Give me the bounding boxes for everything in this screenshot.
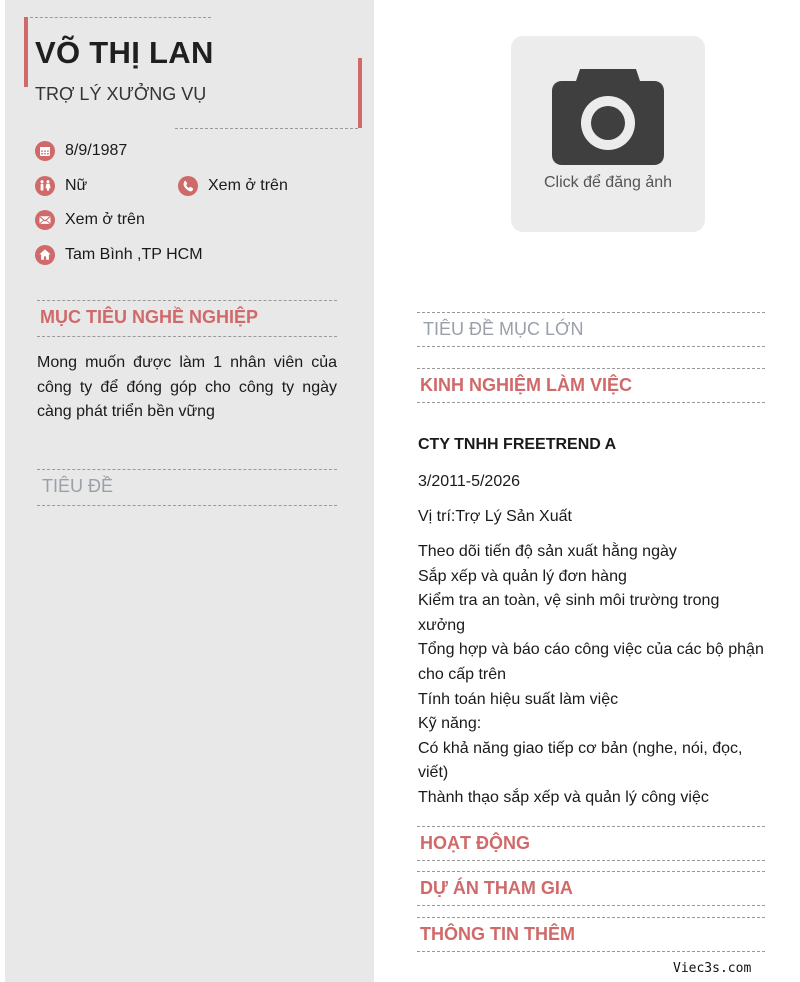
more-info-heading: THÔNG TIN THÊM [420, 924, 575, 944]
list-item: Thành thạo sắp xếp và quản lý công việc [418, 788, 709, 806]
big-title-box[interactable] [417, 312, 765, 347]
list-item: Kỹ năng: [418, 715, 482, 733]
accent-bar [358, 58, 362, 128]
left-extra-heading: TIÊU ĐỀ [42, 476, 114, 496]
gender-icon [35, 176, 55, 196]
full-name[interactable]: VÕ THỊ LAN [35, 35, 214, 70]
footer-brand: Viec3s.com [673, 961, 752, 976]
company-name[interactable]: CTY TNHH FREETREND A [418, 436, 617, 453]
gender-row[interactable] [35, 176, 87, 196]
list-item: Theo dõi tiến độ sản xuất hằng ngày [418, 543, 677, 560]
divider [30, 17, 211, 18]
calendar-icon [35, 141, 55, 161]
objective-heading-box[interactable] [37, 300, 337, 337]
position[interactable]: Vị trí:Trợ Lý Sản Xuất [418, 508, 572, 525]
birthday-value: 8/9/1987 [65, 142, 128, 159]
activities-heading-box[interactable] [417, 826, 765, 861]
list-item: Sắp xếp và quản lý đơn hàng [418, 567, 627, 585]
objective-heading: MỤC TIÊU NGHỀ NGHIỆP [40, 307, 259, 327]
birthday-row[interactable] [35, 141, 127, 161]
list-item: Có khả năng giao tiếp cơ bản (nghe, nói, đọc, viết) [418, 739, 743, 782]
work-period[interactable]: 3/2011-5/2026 [418, 473, 521, 490]
list-item: Tính toán hiệu suất làm việc [418, 690, 619, 708]
duties-list[interactable] [418, 540, 766, 811]
objective-text[interactable]: Mong muốn được làm 1 nhân viên của công ty để đóng góp cho công ty ngày càng phát triển bền vững [37, 354, 337, 420]
email-value: Xem ở trên [65, 211, 145, 228]
address-value: Tam Bình ,TP HCM [65, 246, 203, 263]
projects-heading-box[interactable] [417, 871, 765, 906]
more-info-heading-box[interactable] [417, 917, 765, 952]
email-row[interactable] [35, 210, 145, 230]
camera-icon [550, 65, 666, 167]
address-row[interactable] [35, 245, 203, 265]
job-title[interactable]: TRỢ LÝ XƯỞNG VỤ [35, 84, 207, 104]
envelope-icon [35, 210, 55, 230]
projects-heading: DỰ ÁN THAM GIA [420, 878, 573, 898]
divider [175, 128, 358, 129]
home-icon [35, 245, 55, 265]
experience-heading: KINH NGHIỆM LÀM VIỆC [420, 375, 633, 395]
list-item: Kiểm tra an toàn, vệ sinh môi trường trong xưởng [418, 592, 720, 634]
photo-caption: Click để đăng ảnh [543, 174, 673, 191]
big-title: TIÊU ĐỀ MỤC LỚN [423, 319, 584, 339]
activities-heading: HOẠT ĐỘNG [420, 833, 530, 853]
name-block [24, 17, 362, 129]
phone-value: Xem ở trên [208, 177, 288, 194]
experience-heading-box[interactable] [417, 368, 765, 403]
gender-value: Nữ [65, 177, 88, 194]
phone-row[interactable] [178, 176, 288, 196]
accent-bar [24, 17, 28, 87]
list-item: Tổng hợp và báo cáo công việc của các bộ phận cho cấp trên [418, 641, 764, 683]
left-extra-heading-box[interactable] [37, 469, 337, 506]
photo-upload[interactable] [511, 36, 705, 232]
phone-icon [178, 176, 198, 196]
